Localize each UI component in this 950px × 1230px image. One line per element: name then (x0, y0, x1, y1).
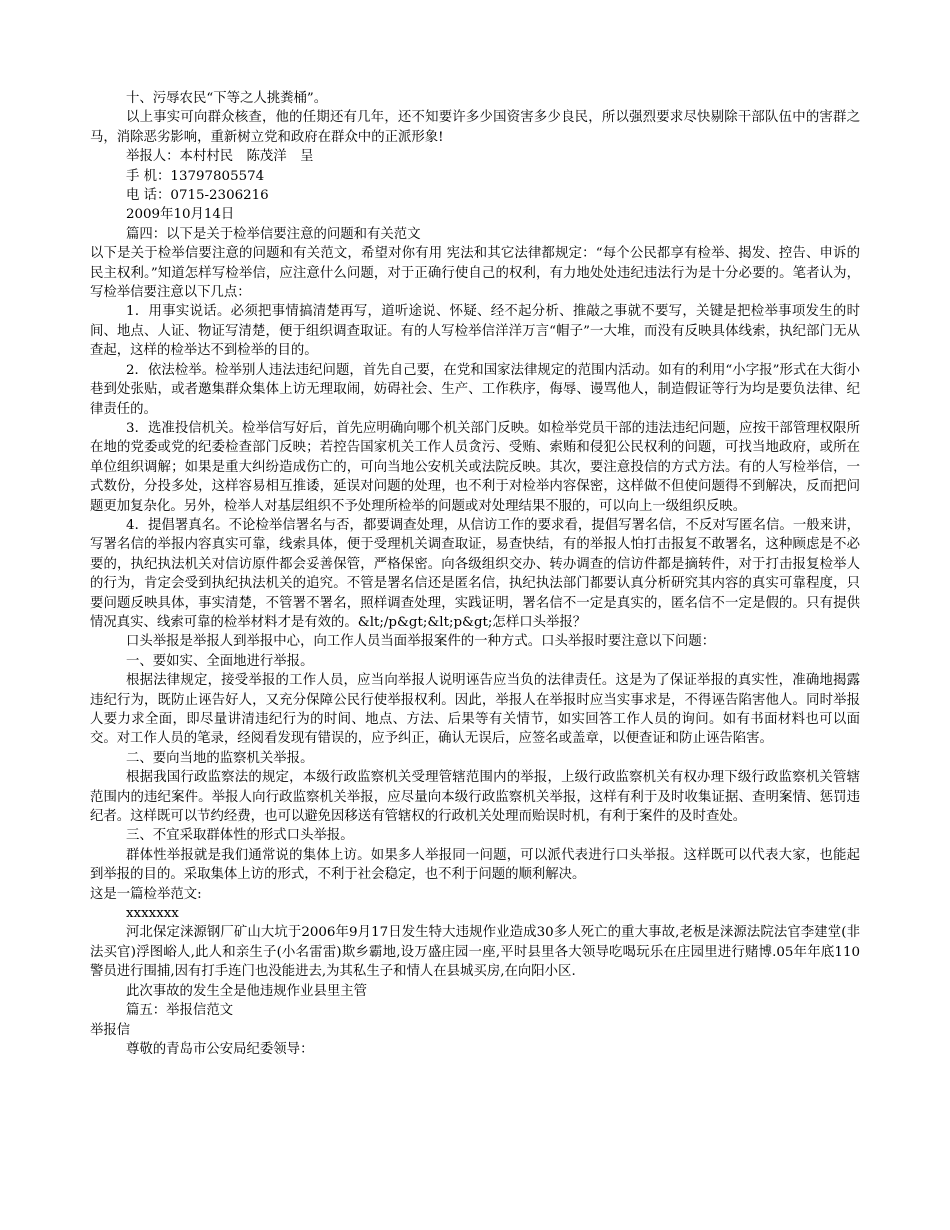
paragraph: 4．提倡署真名。不论检举信署名与否，都要调查处理，从信访工作的要求看，提倡写署名信，不反对写匿名信。一般来讲，写署名信的举报内容真实可靠，线索具体，便于受理机关调查取证，易查快结，有的举报人怕打击报复不敢署名，这种顾虑是不必要的，执纪执法机关对信访原件都会妥善保管，严格保密。向各级组织交办、转办调查的信访件都是摘转件，对于打击报复检举人的行为，肯定会受到执纪执法机关的追究。不管是署名信还是匿名信，执纪执法部门都要认真分析研究其内容的真实可靠程度，只要问题反映具体，事实清楚，不管署不署名，照样调查处理，实践证明，署名信不一定是真实的，匿名信不一定是假的。只有提供情况真实、线索可靠的检举材料才是有效的。&lt;/p&gt;&lt;p&gt;怎样口头举报？ (90, 517, 860, 630)
section-heading: 篇四：以下是关于检举信要注意的问题和有关范文 (126, 226, 421, 242)
subheading: 二、要向当地的监察机关举报。 (126, 750, 314, 766)
phone-line: 电 话：0715-2306216 (126, 188, 269, 204)
paragraph: 根据我国行政监察法的规定，本级行政监察机关受理管辖范围内的举报，上级行政监察机关有权办理下级行政监察机关管辖范围内的违纪案件。举报人向行政监察机关举报，应尽量向本级行政监察机关举报，这样有利于及时收集证据、查明案情、惩罚违纪者。这样既可以节约经费，也可以避免因移送有管辖权的行政机关处理而贻误时机，有利于案件的及时查处。 (90, 770, 860, 825)
subheading: 一、要如实、全面地进行举报。 (126, 653, 314, 669)
paragraph: 以下是关于检举信要注意的问题和有关范文，希望对你有用 宪法和其它法律都规定：“每个公民都享有检举、揭发、控告、申诉的民主权利。”知道怎样写检举信，应注意什么问题，对于正确行使自己的权利，有力地处处违纪违法行为是十分必要的。笔者认为，写检举信要注意以下几点： (90, 246, 860, 301)
mobile-line: 手 机：13797805574 (126, 168, 265, 184)
paragraph: 2．依法检举。检举别人违法违纪问题，首先自己要，在党和国家法律规定的范围内活动。如有的利用“小字报”形式在大街小巷到处张贴，或者邀集群众集体上访无理取闹，妨碍社会、生产、工作秩序，侮辱、谩骂他人，制造假证等行为均是要负法律、纪律责任的。 (90, 362, 860, 417)
salutation: 尊敬的青岛市公安局纪委领导： (126, 1041, 314, 1057)
letter-title: 举报信 (90, 1022, 131, 1038)
paragraph: 十、污辱农民“下等之人挑粪桶”。 (126, 91, 328, 106)
paragraph: 此次事故的发生全是他违规作业县里主管 (126, 983, 368, 999)
paragraph: 群体性举报就是我们通常说的集体上访。如果多人举报同一问题，可以派代表进行口头举报。这样既可以代表大家，也能起到举报的目的。采取集体上访的形式，不利于社会稳定，也不利于问题的顺利解决。 (90, 847, 860, 883)
paragraph: 1．用事实说话。必须把事情搞清楚再写，道听途说、怀疑、经不起分析、推敲之事就不要写，关键是把检举事项发生的时间、地点、人证、物证写清楚，便于组织调查取证。有的人写检举信洋洋万言“帽子”一大堆，而没有反映具体线索，执纪部门无从查起，这样的检举达不到检举的目的。 (90, 304, 860, 359)
paragraph: 3．选准投信机关。检举信写好后，首先应明确向哪个机关部门反映。如检举党员干部的违法违纪问题，应按干部管理权限所在地的党委或党的纪委检查部门反映；若控告国家机关工作人员贪污、受贿、索贿和侵犯公民权利的问题，可找当地政府，或所在单位组织调解；如果是重大纠纷造成伤亡的，可向当地公安机关或法院反映。其次，要注意投信的方式方法。有的人写检举信，一式数份，分投多处，这样容易相互推诿，延误对问题的处理，也不利于对检举内容保密，这样做不但使问题得不到解决，反而把问题更加复杂化。另外，检举人对基层组织不予处理所检举的问题或对处理结果不服的，可以向上一级组织反映。 (90, 420, 860, 514)
document-page (90, 89, 860, 1059)
paragraph: 以上事实可向群众核查，他的任期还有几年，还不知要许多少国资害多少良民，所以强烈要求尽快剔除干部队伍中的害群之马，消除恶劣影响，重新树立党和政府在群众中的正派形象! (90, 110, 860, 145)
placeholder-line: xxxxxxx (126, 906, 179, 922)
subheading: 三、不宜采取群体性的形式口头举报。 (126, 828, 354, 844)
paragraph: 根据法律规定，接受举报的工作人员，应当向举报人说明诬告应当负的法律责任。这是为了保证举报的真实性，准确地揭露违纪行为，既防止诬告好人，又充分保障公民行使举报权利。因此，举报人在举报时应当实事求是，不得诬告陷害他人。同时举报人要力求全面，即尽量讲清违纪行为的时间、地点、方法、后果等有关情节，如实回答工作人员的询问。如有书面材料也可以面交。对工作人员的笔录，经阅看发现有错误的，应予纠正，确认无误后，应签名或盖章，以便查证和防止诬告陷害。 (90, 673, 860, 747)
paragraph: 河北保定涞源钢厂矿山大坑于2006年9月17日发生特大违规作业造成30多人死亡的重大事故,老板是涞源法院法官李建堂(非法买官)浮图峪人,此人和亲生子(小名雷雷)欺乡霸地,设万盛庄园一座,平时县里各大领导吃喝玩乐在庄园里进行赌博.05年年底110警员进行围捕,因有打手连门也没能进去,为其私生子和情人在县城买房,在向阳小区. (90, 925, 860, 980)
paragraph: 这是一篇检举范文: (90, 886, 202, 902)
date-line: 2009年10月14日 (126, 207, 235, 223)
section-heading: 篇五：举报信范文 (126, 1003, 234, 1019)
paragraph: 口头举报是举报人到举报中心，向工作人员当面举报案件的一种方式。口头举报时要注意以下问题： (126, 634, 716, 650)
reporter-line: 举报人：本村村民 陈茂洋 呈 (126, 149, 314, 165)
